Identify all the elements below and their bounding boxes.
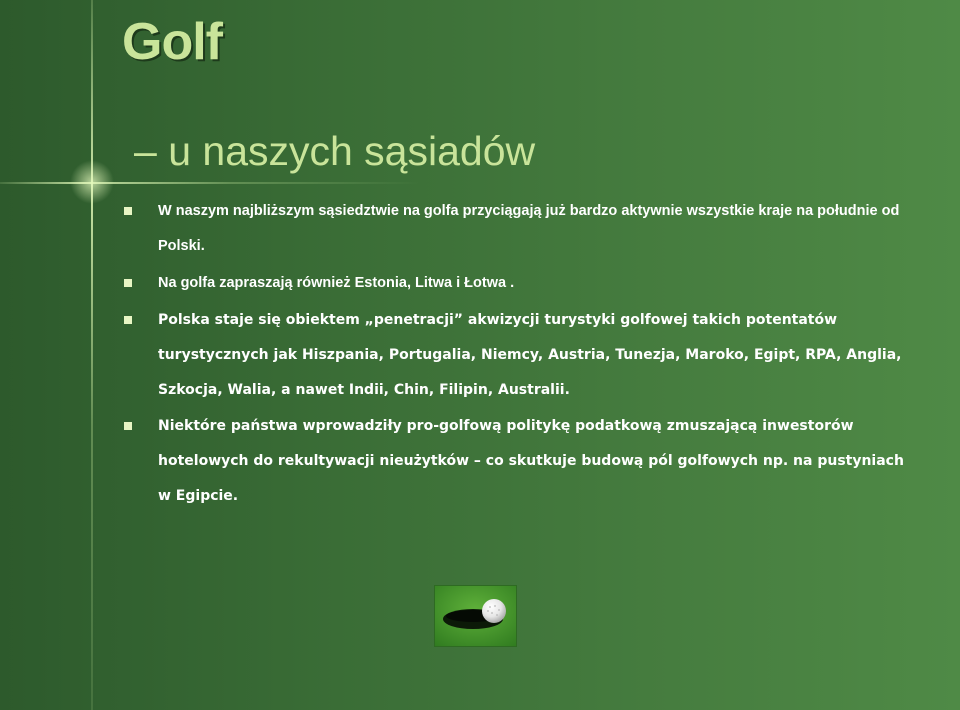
bullet-square-icon bbox=[124, 316, 132, 324]
slide-title: Golf bbox=[122, 13, 222, 71]
bullet-square-icon bbox=[124, 422, 132, 430]
bullet-text: Polska staje się obiektem „penetracji” akwizycji turystyki golfowej takich potentatów turystycznych jak Hiszpania, Portugalia, Niemcy, Austria, Tunezja, Maroko, Egipt, RPA, Anglia, Szkocja, Walia, a nawet Indii, Chin, Filipin, Australii. bbox=[158, 312, 902, 398]
decorative-vertical-line bbox=[91, 0, 93, 710]
bullet-item bbox=[120, 409, 920, 514]
bullet-list bbox=[120, 194, 920, 514]
bullet-square-icon bbox=[124, 279, 132, 287]
golf-ball-by-hole-photo bbox=[434, 585, 517, 647]
bullet-text: W naszym najbliższym sąsiedztwie na golfa przyciągają już bardzo aktywnie wszystkie kraje na południe od Polski. bbox=[158, 203, 900, 254]
decorative-horizontal-line bbox=[0, 182, 420, 184]
bullet-item bbox=[120, 266, 920, 301]
bullet-item bbox=[120, 303, 920, 408]
slide-subtitle: – u naszych sąsiadów bbox=[134, 128, 536, 174]
bullet-text: Niektóre państwa wprowadziły pro-golfową politykę podatkową zmuszającą inwestorów hotelowych do rekultywacji nieużytków – co skutkuje budową pól golfowych np. na pustyniach w Egipcie. bbox=[158, 418, 904, 504]
decorative-line-glow bbox=[70, 160, 114, 204]
bullet-square-icon bbox=[124, 207, 132, 215]
bullet-text: Na golfa zapraszają również Estonia, Litwa i Łotwa . bbox=[158, 275, 515, 291]
bullet-item bbox=[120, 194, 920, 264]
